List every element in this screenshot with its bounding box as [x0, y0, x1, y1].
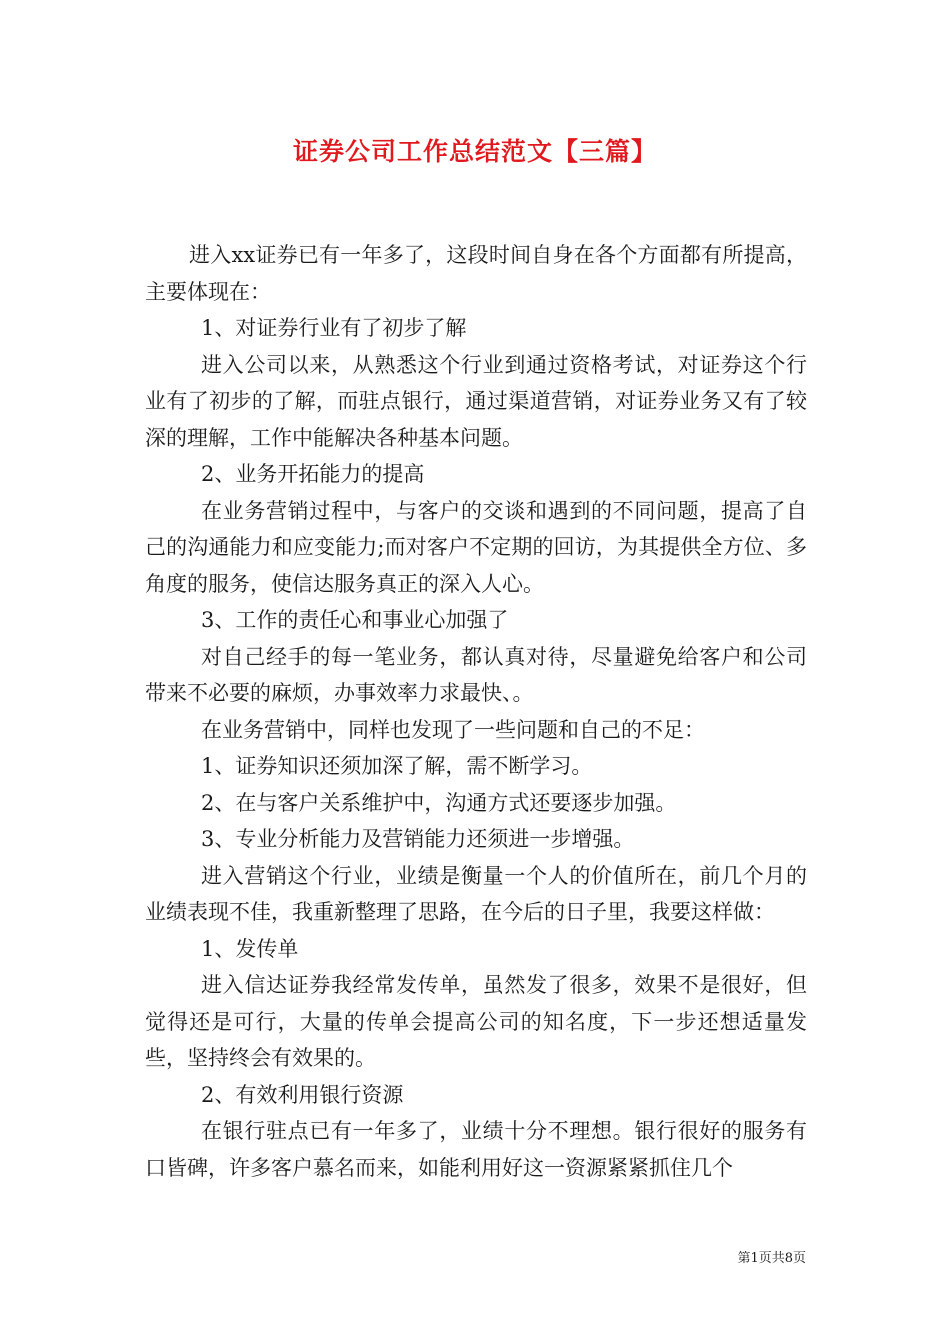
paragraph: 在业务营销中，同样也发现了一些问题和自己的不足： — [201, 717, 705, 742]
paragraph: 在业务营销过程中，与客户的交谈和遇到的不同问题，提高了自己的沟通能力和应变能力;而对客户不定期的回访，为其提供全方位、多角度的服务，使信达服务真正的深入人心。 — [145, 498, 807, 596]
section-heading: 3、工作的责任心和事业心加强了 — [201, 608, 509, 632]
paragraph: 进入公司以来，从熟悉这个行业到通过资格考试，对证券这个行业有了初步的了解，而驻点银行，通过渠道营销，对证券业务又有了较深的理解，工作中能解决各种基本问题。 — [145, 352, 807, 450]
section-heading: 2、有效利用银行资源 — [201, 1082, 404, 1107]
list-item: 1、证券知识还须加深了解，需不断学习。 — [201, 754, 593, 778]
paragraph: 进入信达证券我经常发传单，虽然发了很多，效果不是很好，但觉得还是可行，大量的传单会提高公司的知名度，下一步还想适量发些，坚持终会有效果的。 — [145, 973, 807, 1070]
document-body — [145, 237, 807, 1186]
section-heading: 1、发传单 — [201, 936, 299, 961]
list-item: 3、专业分析能力及营销能力还须进一步增强。 — [201, 827, 635, 851]
paragraph: 对自己经手的每一笔业务，都认真对待，尽量避免给客户和公司带来不必要的麻烦，办事效率力求最快、。 — [145, 644, 807, 705]
paragraph: 进入xx证券已有一年多了，这段时间自身在各个方面都有所提高，主要体现在： — [145, 243, 807, 304]
document-title: 证券公司工作总结范文【三篇】 — [292, 137, 657, 166]
section-heading: 2、业务开拓能力的提高 — [201, 462, 425, 486]
paragraph: 进入营销这个行业，业绩是衡量一个人的价值所在，前几个月的业绩表现不佳，我重新整理了思路，在今后的日子里，我要这样做： — [145, 863, 807, 924]
list-item: 2、在与客户关系维护中，沟通方式还要逐步加强。 — [201, 790, 677, 815]
page-number: 第1页共8页 — [737, 1251, 806, 1266]
paragraph: 在银行驻点已有一年多了，业绩十分不理想。银行很好的服务有口皆碑，许多客户慕名而来，如能利用好这一资源紧紧抓住几个 — [145, 1119, 807, 1180]
section-heading: 1、对证券行业有了初步了解 — [201, 316, 467, 340]
